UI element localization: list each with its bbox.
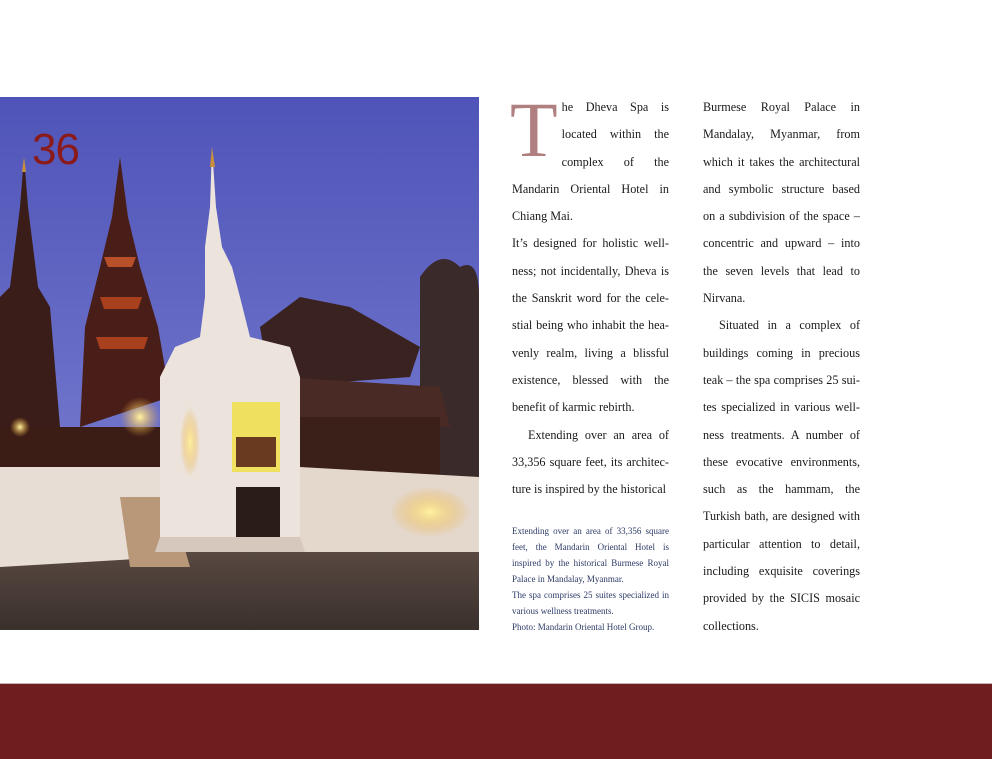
paragraph: Situated in a complex of buildings coming in precious teak – the spa comprises 25 sui-tes specialized in various well-ness treatments. A number of these evocative environments, such as the hammam, the Turkish bath, are designed with particular attention to detail, including exquisite coverings provided by the SICIS mosaic collections.: [703, 318, 860, 633]
paragraph: Extending over an area of 33,356 square feet, its architec-ture is inspired by the historical: [512, 427, 669, 497]
page-number: 36: [32, 125, 79, 174]
caption-line: Extending over an area of 33,356 square feet, the Mandarin Oriental Hotel is inspired by the historical Burmese Royal Palace in Mandalay, Myanmar.: [512, 526, 669, 584]
caption-line: The spa comprises 25 suites specialized in various wellness treatments.: [512, 590, 669, 616]
intro-text: he Dheva Spa is located within the complex of the Mandarin Oriental Hotel in Chiang Mai.: [512, 100, 669, 224]
dropcap: T: [510, 86, 558, 173]
intro-paragraph: [510, 86, 669, 230]
paragraph: It’s designed for holistic well-ness; not incidentally, Dheva is the Sanskrit word for the cele-stial being who inhabit the hea-venly realm, living a blissful existence, blessed with the benefit of karmic rebirth.: [512, 236, 669, 415]
caption-credit: Photo: Mandarin Oriental Hotel Group.: [512, 622, 655, 632]
temple-photo: [0, 97, 479, 630]
paragraph: Burmese Royal Palace in Mandalay, Myanmar, from which it takes the architectural and symbolic structure based on a subdivision of the space – concentric and upward – into the seven levels that lead to Nirvana.: [703, 100, 860, 306]
photo-caption: [512, 523, 669, 635]
footer-band: [0, 684, 992, 759]
text-column-2: [703, 94, 860, 640]
text-column-1: [510, 86, 669, 503]
